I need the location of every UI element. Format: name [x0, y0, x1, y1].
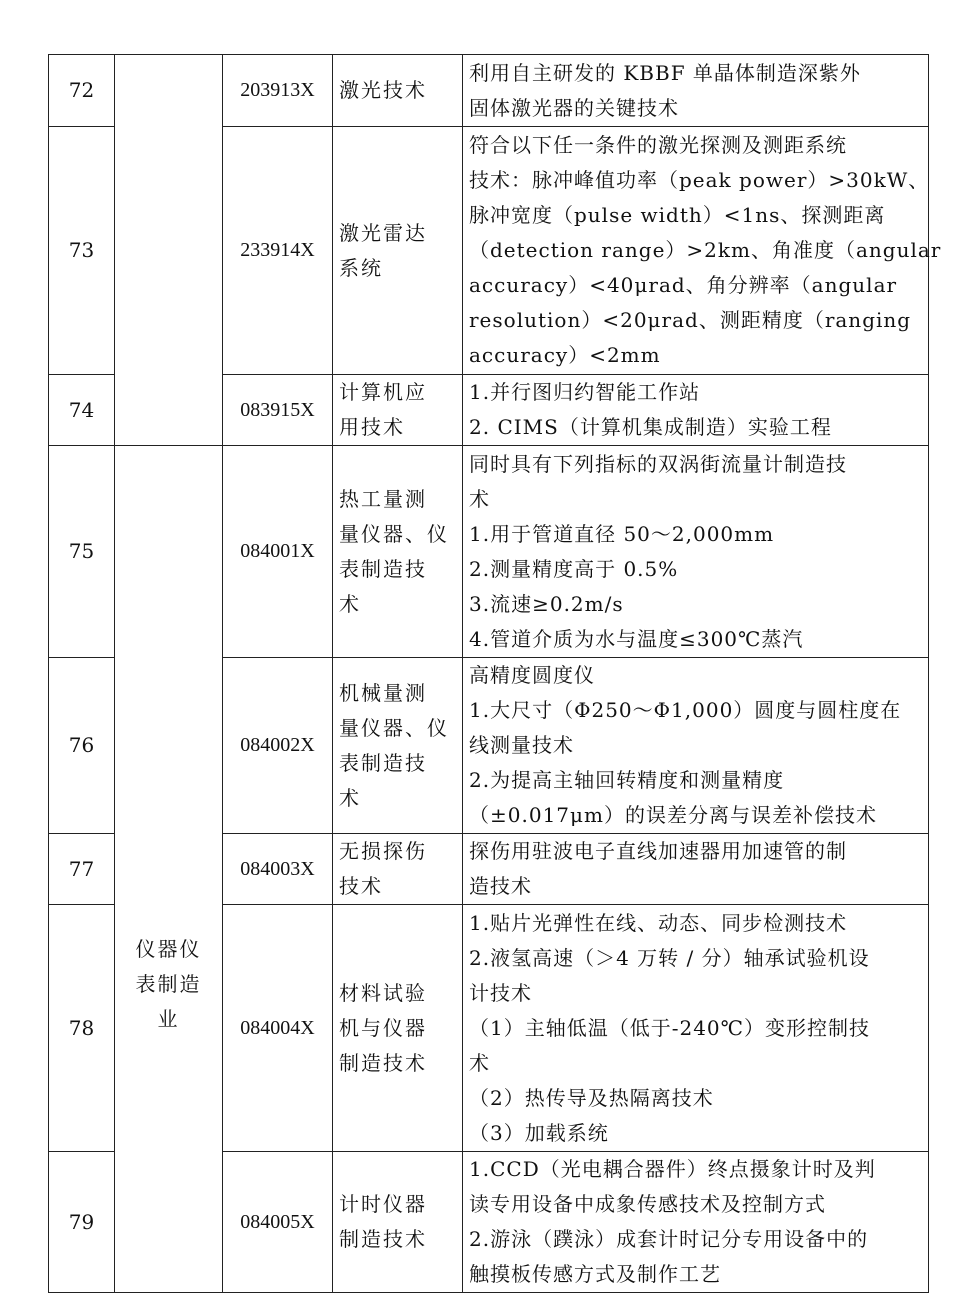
tech-name-line: 计算机应	[339, 380, 427, 404]
tech-name-line: 量仪器、仪	[339, 715, 449, 740]
tech-name-line: 材料试验	[339, 980, 427, 1005]
tech-name-line: 无损探伤	[339, 839, 427, 863]
tech-description	[463, 375, 929, 446]
desc-line: 探伤用驻波电子直线加速器用加速管的制	[469, 839, 847, 863]
tech-name-line: 术	[339, 785, 361, 810]
desc-line: resolution）<20μrad、测距精度（ranging	[469, 308, 912, 332]
desc-line: 2.游泳（蹼泳）成套计时记分专用设备中的	[469, 1227, 869, 1251]
desc-line: 固体激光器的关键技术	[469, 95, 679, 120]
tech-description	[463, 55, 929, 127]
category-cell-empty	[115, 55, 223, 446]
category-cell	[115, 446, 223, 1293]
desc-line: 术	[469, 1050, 490, 1075]
row-number: 73	[49, 127, 115, 375]
desc-line: 同时具有下列指标的双涡街流量计制造技	[469, 451, 847, 476]
tech-description	[463, 1152, 929, 1293]
tech-code: 084005X	[223, 1152, 333, 1293]
desc-line: （detection range）>2km、角准度（angular	[469, 238, 942, 262]
desc-line: 1.并行图归约智能工作站	[469, 380, 701, 404]
desc-line: 造技术	[469, 874, 532, 898]
desc-line: （±0.017μm）的误差分离与误差补偿技术	[469, 803, 877, 827]
desc-line: 触摸板传感方式及制作工艺	[469, 1262, 721, 1286]
desc-line: 2.测量精度高于 0.5%	[469, 556, 679, 581]
desc-line: （1）主轴低温（低于-240℃）变形控制技	[469, 1015, 871, 1040]
tech-code: 084002X	[223, 658, 333, 834]
tech-name	[333, 658, 463, 834]
tech-name-line: 表制造技	[339, 750, 427, 775]
row-number: 76	[49, 658, 115, 834]
row-number: 78	[49, 905, 115, 1152]
tech-name-line: 热工量测	[339, 486, 427, 511]
tech-description	[463, 834, 929, 905]
row-number: 72	[49, 55, 115, 127]
tech-name-line: 机与仪器	[339, 1015, 427, 1040]
desc-line: 符合以下任一条件的激光探测及测距系统	[469, 133, 847, 157]
row-number: 77	[49, 834, 115, 905]
desc-line: 2.液氢高速（＞4 万转 / 分）轴承试验机设	[469, 945, 870, 970]
table-row	[49, 446, 929, 658]
tech-name-line: 制造技术	[339, 1050, 427, 1075]
tech-name	[333, 55, 463, 127]
desc-line: 2. CIMS（计算机集成制造）实验工程	[469, 415, 832, 439]
desc-line: （2）热传导及热隔离技术	[469, 1085, 714, 1110]
desc-line: 高精度圆度仪	[469, 663, 595, 687]
tech-name-line: 机械量测	[339, 680, 427, 705]
tech-name	[333, 905, 463, 1152]
tech-name-line: 技术	[339, 874, 383, 898]
category-line: 仪器仪	[135, 936, 202, 961]
tech-name-line: 术	[339, 591, 361, 616]
desc-line: accuracy）<2mm	[469, 343, 661, 367]
tech-name	[333, 834, 463, 905]
tech-name	[333, 375, 463, 446]
desc-line: 2.为提高主轴回转精度和测量精度	[469, 768, 785, 792]
desc-line: 术	[469, 486, 490, 511]
tech-code: 084004X	[223, 905, 333, 1152]
tech-description	[463, 658, 929, 834]
tech-description	[463, 905, 929, 1152]
desc-line: （3）加载系统	[469, 1120, 609, 1145]
tech-name-line: 制造技术	[339, 1227, 427, 1251]
category-line: 业	[157, 1006, 180, 1031]
tech-code: 233914X	[223, 127, 333, 375]
tech-name-line: 计时仪器	[339, 1192, 427, 1216]
desc-line: 1.CCD（光电耦合器件）终点摄象计时及判	[469, 1157, 876, 1181]
desc-line: 线测量技术	[469, 733, 574, 757]
tech-description	[463, 446, 929, 658]
tech-name	[333, 446, 463, 658]
desc-line: 1.大尺寸（Φ250～Φ1,000）圆度与圆柱度在	[469, 698, 902, 722]
tech-name-line: 系统	[339, 255, 383, 280]
tech-code: 084001X	[223, 446, 333, 658]
row-number: 75	[49, 446, 115, 658]
tech-name-line: 用技术	[339, 415, 405, 439]
desc-line: 技术：脉冲峰值功率（peak power）>30kW、	[469, 168, 930, 192]
desc-line: 1.贴片光弹性在线、动态、同步检测技术	[469, 910, 848, 935]
desc-line: 3.流速≥0.2m/s	[469, 591, 624, 616]
tech-name-line: 激光雷达	[339, 220, 427, 245]
category-line: 表制造	[135, 971, 202, 996]
tech-name-line: 表制造技	[339, 556, 427, 581]
row-number: 74	[49, 375, 115, 446]
tech-code: 084003X	[223, 834, 333, 905]
tech-description	[463, 127, 942, 375]
row-number: 79	[49, 1152, 115, 1293]
desc-line: accuracy）<40μrad、角分辨率（angular	[469, 273, 898, 297]
tech-name-line: 量仪器、仪	[339, 521, 449, 546]
tech-name-line: 激光技术	[339, 78, 427, 102]
table-row	[49, 55, 929, 127]
desc-line: 计技术	[469, 980, 532, 1005]
tech-name	[333, 127, 463, 375]
desc-line: 利用自主研发的 KBBF 单晶体制造深紫外	[469, 60, 861, 85]
tech-code: 203913X	[223, 55, 333, 127]
desc-line: 1.用于管道直径 50～2,000mm	[469, 521, 775, 546]
desc-line: 脉冲宽度（pulse width）<1ns、探测距离	[469, 203, 886, 227]
desc-line: 4.管道介质为水与温度≤300℃蒸汽	[469, 626, 804, 651]
tech-name	[333, 1152, 463, 1293]
tech-code: 083915X	[223, 375, 333, 446]
desc-line: 读专用设备中成象传感技术及控制方式	[469, 1192, 826, 1216]
technology-catalog-table	[48, 54, 942, 1293]
